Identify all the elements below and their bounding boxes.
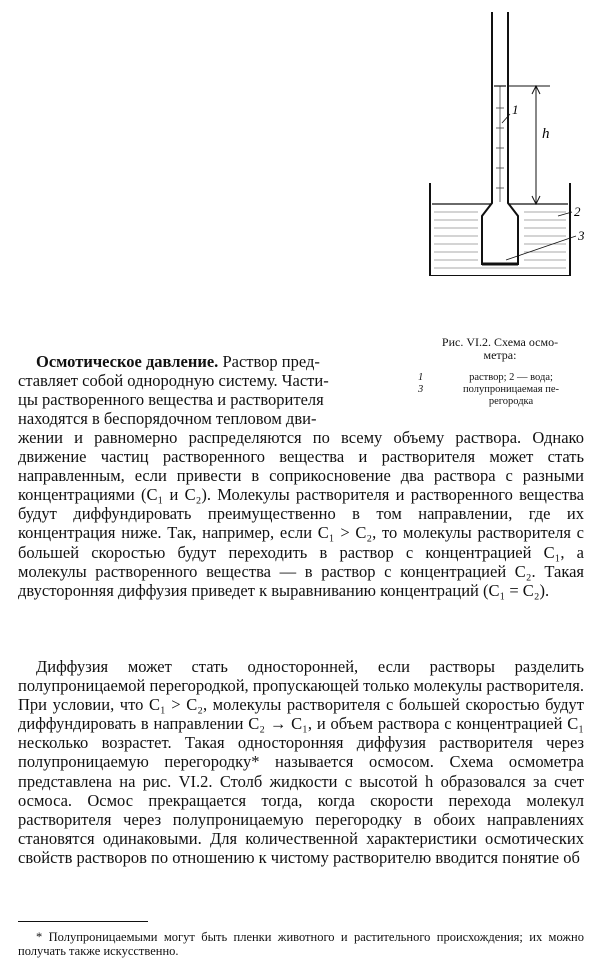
legend-num: 3 bbox=[418, 384, 424, 395]
legend-row bbox=[418, 372, 590, 384]
caption-line-1: Рис. VI.2. Схема осмо- bbox=[441, 335, 559, 349]
footnote: * Полупроницаемыми могут быть пленки животного и растительного происхождения; их можно получать также искусственно. bbox=[18, 930, 584, 958]
legend-continuation: регородка bbox=[488, 396, 534, 407]
legend-row bbox=[418, 384, 590, 396]
intro-line-1-rest: Раствор пред- bbox=[222, 352, 320, 371]
osmometer-figure bbox=[410, 8, 590, 276]
paragraph-1-line-2: ставляет собой однородную систему. Части- bbox=[18, 371, 329, 390]
footnote-divider bbox=[18, 921, 148, 922]
paragraph-1-body: жении и равномерно распределяются по всему объему раствора. Однако движение частиц растворенного вещества и растворителя может стать направленным, если привести в соприкосновение два раствора с разными концентрациями (C₁ и C₂). Молекулы растворителя и растворенного вещества будут диффундировать преимущественно в том направлении, где их концентрация ниже. Так, например, если C₁ > C₂, то молекулы растворителя с большей скоростью будут переходить в раствор с концентрацией C₁, а молекулы растворенного вещества — в раствор с концентрацией C₂. Такая двусторонняя диффузия приведет к выравниванию концентраций (C₁ = C₂). bbox=[18, 428, 584, 600]
intro-line bbox=[18, 352, 400, 371]
osmometer-diagram bbox=[410, 8, 590, 276]
caption-line-2: метра: bbox=[483, 348, 517, 362]
legend-text: раствор; 2 — вода; bbox=[469, 372, 553, 383]
label-tube: 1 bbox=[512, 102, 519, 117]
legend-num: 1 bbox=[418, 372, 424, 383]
legend-text: полупроницаемая пе- bbox=[463, 384, 559, 395]
label-height: h bbox=[542, 126, 550, 142]
paragraph-1-intro bbox=[18, 352, 400, 371]
paragraph-1-line-4: находятся в беспорядочном тепловом дви- bbox=[18, 409, 317, 428]
paragraph-1-line-3: цы растворенного вещества и растворителя bbox=[18, 390, 324, 409]
figure-legend bbox=[418, 372, 590, 408]
figure-caption bbox=[410, 336, 590, 362]
paragraph-2: Диффузия может стать односторонней, если растворы разделить полупроницаемой перегородкой, пропускающей только молекулы растворителя. При условии, что C₁ > C₂, молекулы растворителя с большей скоростью будут диффундировать в направлении C₂ → C₁, и объем раствора с концентрацией C₁ несколько возрастет. Такая односторонняя диффузия растворителя через полупроницаемую перегородку* называется осмосом. Схема осмометра представлена на рис. VI.2. Столб жидкости с высотой h образовался за счет осмоса. Осмос прекращается тогда, когда скорости перехода молекул растворителя через полупроницаемую перегородку в обоих направлениях становятся одинаковыми. Для количественной характеристики осмотических свойств растворов по отношению к чистому растворителю вводится понятие об bbox=[18, 657, 584, 867]
label-water: 2 bbox=[574, 204, 581, 219]
label-membrane: 3 bbox=[578, 228, 585, 243]
section-heading: Осмотическое давление. bbox=[36, 352, 219, 371]
